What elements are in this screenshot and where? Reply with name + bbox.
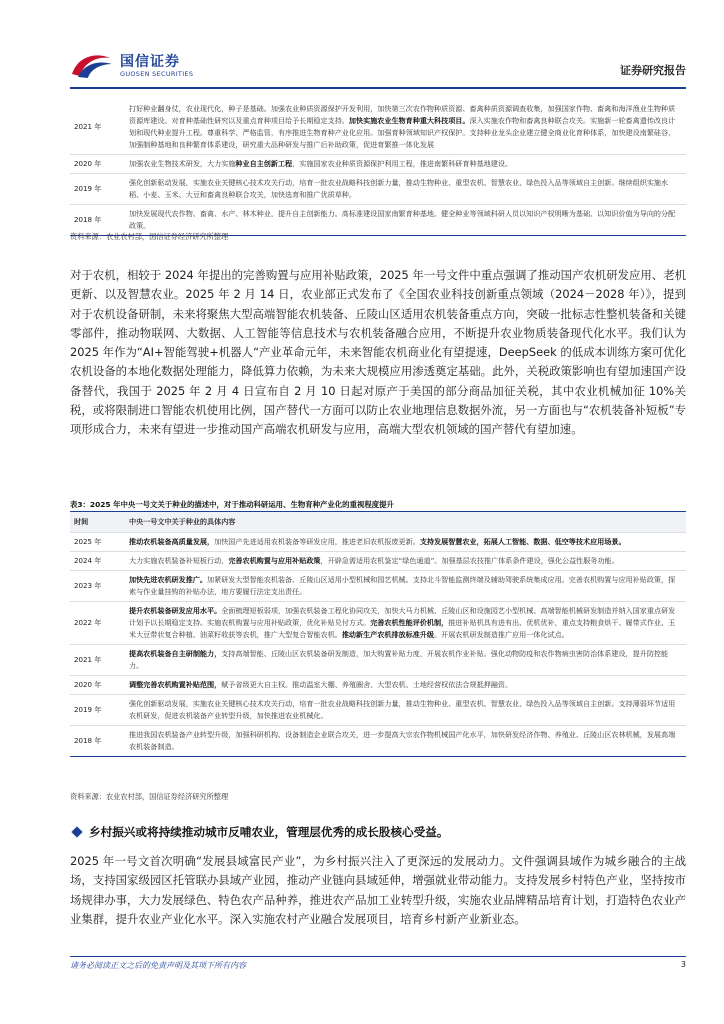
highlight-text: 加快先进农机研发推广。 (129, 575, 208, 584)
table-row (70, 726, 686, 757)
highlight-text: 完善农机购置与应用补贴政策 (228, 556, 321, 565)
table-header-row (70, 511, 686, 533)
page-number: 3 (680, 960, 686, 969)
footer-divider (70, 956, 686, 957)
body-text: 加强农业生物技术研发，大力实施 (129, 159, 236, 168)
table-row (70, 602, 686, 645)
header-divider (70, 87, 686, 89)
highlight-text: 提高农机装备自主研制能力， (129, 649, 222, 658)
row-content (123, 695, 686, 725)
section-heading-text: 乡村振兴或将持续推动城市反哺农业，管理层优秀的成长股核心受益。 (89, 825, 449, 839)
disclaimer-note: 请务必阅读正文之后的免责声明及其项下所有内容 (70, 961, 246, 970)
row-content (123, 552, 686, 570)
row-year: 2020 年 (74, 680, 102, 689)
row-year: 2023 年 (74, 581, 102, 590)
row-content (123, 602, 686, 644)
row-content (123, 205, 686, 235)
highlight-text: 支持发展智慧农业，拓展人工智能、数据、低空等技术应用场景。 (419, 537, 626, 546)
rural-revitalization-paragraph: 2025 年一号文首次明确“发展县域富民产业”，为乡村振兴注入了更深远的发展动力。文件强调县域作为城乡融合的主战场，支持国家级园区托管联办县域产业园，推动产业链向县域延伸，增强就业带动能力。支持发展乡村特色产业，坚持按市场规律办事，大力发展绿色、特色农产品种养，推进农产品加工业转型升级，实施农业品牌精品培育计划，打造特色农业产业集群，提升农业产业化水平。深入实施农村产业融合发展项目，培育乡村新产业新业态。 (70, 854, 686, 926)
highlight-text: 推动新生产农机排放标准升级 (341, 630, 435, 639)
highlight-text: 调整完善农机购置补贴范围， (129, 680, 222, 689)
body-text: ，开辟急需适用农机鉴定“绿色通道”。加强基层农技推广体系条件建设，强化公益性服务功能。 (320, 556, 619, 565)
table-row (70, 174, 686, 205)
body-text: 强化创新驱动发展，实施农业关键核心技术攻关行动，培育一批农业战略科技创新力量，推动生物种业、重型农机、智慧农业、绿色投入品等领域自主创新。支持薄弱环节适用农机研发，促进农机装备产业转型升级，加快推进农业机械化。 (129, 699, 676, 720)
row-content (123, 645, 686, 675)
row-year: 2025 年 (74, 537, 102, 546)
header-content: 中央一号文中关于种业的具体内容 (129, 517, 236, 526)
body-text: 支持高端智能、丘陵山区农机装备研发制造，加大购置补贴力度，开展农机作业补贴。强化动物防疫和农作物病虫害防治体系建设，提升防控能力。 (129, 649, 669, 670)
row-year: 2021 年 (74, 655, 102, 664)
body-text: 强化创新驱动发展，实施农业关键核心技术攻关行动，培育一批农业战略科技创新力量，推动生物种业、重型农机、智慧农业、绿色投入品等领域自主创新。继续组织实施水稻、小麦、玉米、大豆和畜禽良种联合攻关，加快选育和推广优质草种。 (129, 178, 669, 199)
body-text: 大力实施农机装备补短板行动， (129, 556, 229, 565)
table-row (70, 695, 686, 726)
row-year: 2018 年 (74, 736, 102, 745)
row-content (123, 571, 686, 601)
farm-machinery-table (70, 511, 686, 757)
row-content (123, 155, 686, 173)
table-row (70, 645, 686, 676)
body-text: ，实施国家农业种质资源保护利用工程，推进南繁科研育种基地建设。 (292, 159, 513, 168)
row-content (123, 676, 686, 694)
farm-machinery-paragraph: 对于农机，相较于 2024 年提出的完善购置与应用补贴政策，2025 年一号文件中重点强调了推动国产农机研发应用、老机更新、以及智慧农业。2025 年 2 月 14 日，农业部正式发布了《全国农业科技创新重点领域（2024－2028 年）》，提到对于农机设备研制，未来将聚焦大型高端智能农机装备、丘陵山区适用农机装备重点方向，突破一批标志性整机装备和关键零部件，推动物联网、大数据、人工智能等信息技术与农机装备融合应用，不断提升农业物质装备现代化水平。我们认为 2025 年作为“AI+智能驾驶+机器人“产业革命元年，未来智能农机商业化有望提速，DeepSeek 的低成本训练方案可优化农机设备的本地化数据处理能力，降低算力依赖，为未来大规模应用渗透奠定基础。此外，关税政策影响也有望加速国产设备替代，我国于 2025 年 2 月 4 日宣布自 2 月 10 日起对原产于美国的部分商品加征关税，其中农业机械加征 10%关税，或将限制进口智能农机使用比例，国产替代一方面可以防止农业地理信息数据外流，另一方面也与“农机装备补短板”专项形成合力，未来有望进一步推动国产高端农机研发与应用，高端大型农机领域的国产替代有望加速。 (70, 268, 686, 437)
table-row (70, 552, 686, 571)
highlight-text: 种业自主创新工程 (235, 159, 293, 168)
table-row (70, 571, 686, 602)
row-content (123, 174, 686, 204)
row-content (123, 100, 686, 154)
body-text: 推进补贴机具有进有出、优机优补，重点支持粮食烘干、履带式作业、玉米大豆带状复合种植、油菜籽收获等农机，推广大型复合智能农机。 (129, 618, 676, 639)
row-year: 2019 年 (74, 705, 102, 714)
body-text: 加快发展现代农作物、畜禽、水产、林木种业，提升自主创新能力。高标准建设国家南繁育种基地。健全种业等领域科研人员以知识产权明晰为基础、以知识价值为导向的分配政策。 (129, 209, 676, 230)
report-type-label: 证券研究报告 (620, 64, 686, 77)
company-logo (70, 48, 220, 82)
table-row (70, 533, 686, 552)
highlight-text: 完善农机性能评价机制， (370, 618, 449, 627)
table3-source: 资料来源：农业农村部，国信证券经济研究所整理 (70, 792, 229, 801)
table3-title: 表3：2025 年中央一号文关于种业的描述中，对于推动科研运用、生物育种产业化的重视程度提升 (70, 500, 394, 509)
body-text: 赋予省级更大自主权。推动温室大棚、养殖圈舍、大型农机、土地经营权依法合规抵押融资。 (221, 680, 513, 689)
table-row (70, 100, 686, 155)
diamond-bullet-icon (71, 826, 82, 837)
page-header (70, 48, 686, 86)
table2-source: 资料来源：农业农村部，国信证券经济研究所整理 (70, 232, 229, 241)
body-text: 全面梳理短板弱项，加强农机装备工程化协同攻关，加快大马力机械、丘陵山区和设施园艺小型机械、高端智能机械研发制造并纳入国家重点研发计划予以长期稳定支持。实施农机购置与应用补贴政策，优化补贴兑付方式。 (129, 606, 676, 627)
logo-english-name: GUOSEN SECURITIES (120, 70, 194, 78)
body-text: 打好种业翻身仗，农业现代化，种子是基础。加强农业种质资源保护开发利用，加快第三次农作物种质资源、畜禽种质资源调查收集，加强国家作物、畜禽和海洋渔业生物种质资源库建设。对育种基础性研究以及重点育种项目给予长期稳定支持。 (129, 104, 676, 125)
body-text: 加紧研发大型智能农机装备、丘陵山区适用小型机械和园艺机械。支持北斗智能监测终端及辅助驾驶系统集成应用。完善农机购置与应用补贴政策，探索与作业量挂钩的补贴办法，地方要履行法定支出责任。 (129, 575, 676, 596)
row-year: 2018 年 (74, 215, 102, 224)
section-heading (70, 824, 448, 840)
body-text: 加快国产先进适用农机装备等研发应用，推进老旧农机报废更新。 (214, 537, 420, 546)
table-row (70, 676, 686, 695)
highlight-text: 提升农机装备研发应用水平。 (129, 606, 222, 615)
row-year: 2019 年 (74, 184, 102, 193)
row-content (123, 533, 686, 551)
highlight-text: 推动农机装备高质量发展， (129, 537, 215, 546)
highlight-text: 加快实施农业生物育种重大科技项目。 (348, 116, 470, 125)
body-text: 。开展农机研发制造推广应用一体化试点。 (434, 630, 569, 639)
guosen-logo-icon (70, 50, 114, 80)
row-year: 2020 年 (74, 159, 102, 168)
body-text: 深入实施农作物和畜禽良种联合攻关。实施新一轮畜禽遗传改良计划和现代种业提升工程。尊重科学、严格监管，有序推进生物育种产业化应用。加强育种领域知识产权保护。支持种业龙头企业建立健全商业化育种体系，加快建设南繁硅谷，加强制种基地和良种繁育体系建设，研究重大品种研发与推广后补助政策，促进育繁推一体化发展 (129, 116, 676, 149)
row-year: 2024 年 (74, 556, 102, 565)
row-content (123, 726, 686, 756)
table-row (70, 155, 686, 174)
seed-industry-table (70, 100, 686, 236)
row-year: 2021 年 (74, 122, 102, 131)
row-year: 2022 年 (74, 618, 102, 627)
header-time: 时间 (74, 517, 89, 526)
body-text: 推进我国农机装备产业转型升级，加强科研机构、设备制造企业联合攻关，进一步提高大宗农作物机械国产化水平，加快研发经济作物、养殖业、丘陵山区农林机械，发展高端农机装备制造。 (129, 730, 676, 751)
logo-chinese-name: 国信证券 (120, 54, 180, 70)
